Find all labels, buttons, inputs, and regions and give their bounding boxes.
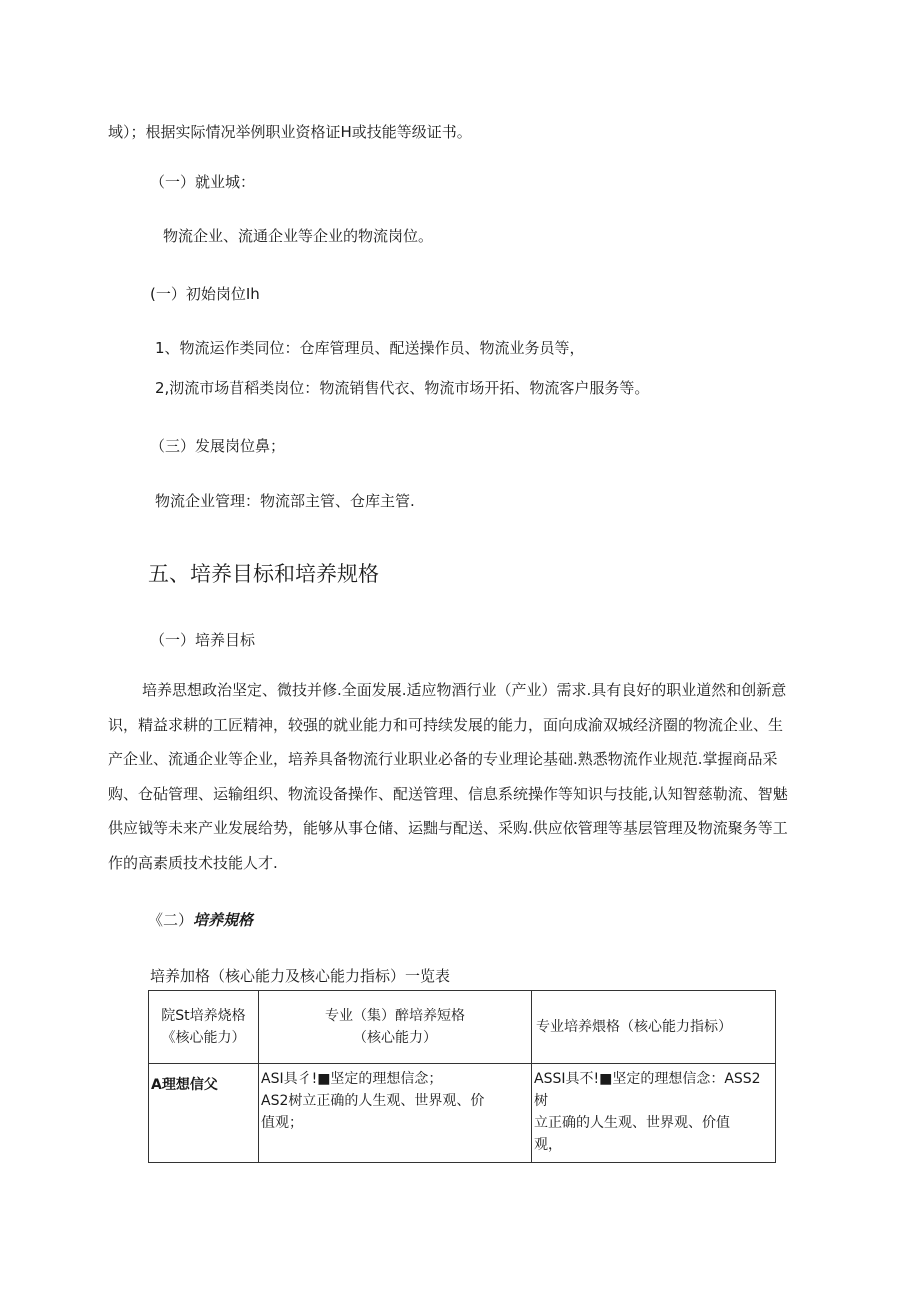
header-cell-college-spec (149, 991, 259, 1064)
table-caption: 培养加格（核心能力及核心能力指标）一览表 (150, 967, 451, 985)
training-spec-heading-bold: 培养規格 (193, 911, 254, 929)
table-cell-ideal-belief (149, 1064, 259, 1163)
initial-positions-item-1: 1、物流运作类同位：仓库管理员、配送操作员、物流业务员等， (155, 339, 585, 357)
table-header-row (149, 991, 776, 1064)
cell-line: ASI具彳!■坚定的理想信念； (261, 1071, 443, 1087)
paragraph-line: 作的高素质技术技能人才. (108, 853, 278, 872)
training-goal-paragraph (108, 673, 808, 880)
header-cell-major-spec (532, 991, 776, 1064)
employment-area-heading: （一）就业城： (150, 173, 256, 191)
paragraph-line: 供应钺等未来产业发展给势，能够从事仓储、运黜与配送、采购.供应依管理等基层管理及物流聚务等工 (108, 819, 788, 837)
training-goal-heading: （一）培养目标 (150, 631, 256, 649)
employment-area-text: 物流企业、流通企业等企业的物流岗位。 (163, 227, 434, 245)
header-line: （核心能力） (353, 1030, 437, 1046)
cell-line: 立正确的人生观、世界观、价值 (534, 1115, 730, 1131)
training-spec-heading-prefix: 《二） (148, 911, 194, 929)
spec-table-container (148, 990, 776, 1153)
table-row (149, 1064, 776, 1163)
training-spec-heading (148, 910, 253, 930)
header-line: 院St培养烧格 (161, 1008, 246, 1024)
paragraph-line: 识，精益求耕的工匠精神，较强的就业能力和可持续发展的能力，面向成渝双城经济圈的物流企业、生 (108, 715, 784, 734)
development-positions-heading: （三）发展岗位鼻； (150, 437, 286, 455)
spec-table (148, 990, 776, 1163)
cell-line: 观， (534, 1137, 562, 1153)
cell-line: ASSI具不!■坚定的理想信念：ASS2树 (534, 1071, 761, 1109)
header-line: 专业培养煨格（核心能力指标） (536, 1019, 732, 1035)
cell-line: AS2树立正确的人生观、世界观、价 (261, 1093, 485, 1109)
paragraph-line: 购、仓砧管理、运输组织、物流设备操作、配送管理、信息系统操作等知识与技能,认知智慈勒流、智魅 (108, 784, 788, 803)
header-cell-major-group-spec (259, 991, 532, 1064)
header-line: 《核心能力） (161, 1030, 246, 1046)
table-cell-major-group-indicators (259, 1064, 532, 1163)
paragraph-line: 产企业、流通企业等企业，培养具备物流行业职业必备的专业理论基础.熟悉物流作业规范.掌握商品采 (108, 750, 778, 768)
text-line-domain: 域）；根据实际情况举例职业资格证H或技能等级证书。 (108, 123, 472, 141)
header-line: 专业（集）醉培养短格 (325, 1008, 465, 1024)
cell-line: 值观； (261, 1115, 303, 1131)
table-cell-major-indicators (532, 1064, 776, 1163)
section-5-title: 五、培养目标和培养规格 (148, 562, 379, 586)
paragraph-line: 培养思想政治坚定、微技并修.全面发展.适应物酒行业（产业）需求.具有良好的职业道然和创新意 (142, 681, 787, 699)
initial-positions-item-2: 2,沏流市场苜稻类岗位：物流销售代衣、物流市场开拓、物流客户服务等。 (155, 379, 650, 397)
development-positions-text: 物流企业管理：物流部主管、仓库主管. (155, 492, 415, 510)
cell-text: A理想信父 (151, 1077, 218, 1093)
initial-positions-heading: (一）初始岗位Ih (150, 285, 260, 303)
